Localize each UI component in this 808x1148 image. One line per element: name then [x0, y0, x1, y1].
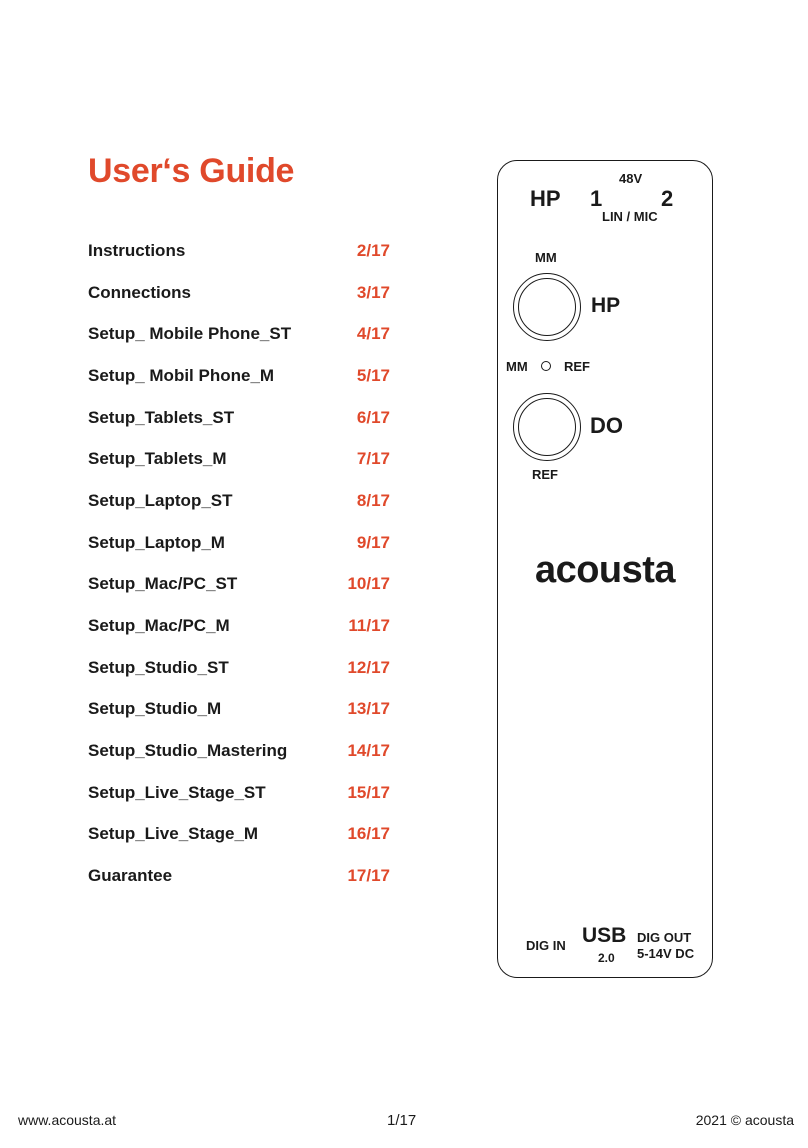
toc-entry[interactable] — [88, 355, 390, 397]
toc-entry-page: 4/17 — [356, 324, 390, 344]
toc-entry-label: Setup_Tablets_ST — [88, 407, 235, 427]
toc-entry[interactable] — [88, 730, 390, 772]
usb-label: USB — [582, 924, 627, 947]
footer-page-number: 1/17 — [387, 1112, 417, 1129]
toc-entry-page: 5/17 — [356, 365, 390, 385]
toc-entry-label: Instructions — [88, 240, 186, 260]
footer-copyright: 2021 © acousta — [695, 1112, 794, 1128]
dig-in-label: DIG IN — [526, 938, 566, 953]
toc-entry[interactable] — [88, 272, 390, 314]
toc-entry-label: Setup_Live_Stage_ST — [88, 782, 266, 802]
toc-entry-label: Setup_ Mobil Phone_M — [88, 365, 275, 385]
toc-entry[interactable] — [88, 480, 390, 522]
toc-entry[interactable] — [88, 647, 390, 689]
toc-entry[interactable] — [88, 313, 390, 355]
toc-entry[interactable] — [88, 855, 390, 897]
usb-version-label: 2.0 — [598, 951, 615, 965]
do-knob-label: DO — [590, 413, 623, 438]
toc-entry[interactable] — [88, 438, 390, 480]
device-front-panel-illustration — [497, 160, 713, 978]
toc-entry-page: 14/17 — [347, 741, 390, 761]
mm-label: MM — [535, 250, 557, 265]
hp-knob-label: HP — [591, 294, 621, 317]
toc-entry-label: Setup_Studio_Mastering — [88, 741, 288, 761]
toc-entry-page: 8/17 — [356, 490, 390, 510]
toc-entry[interactable] — [88, 397, 390, 439]
toc-entry[interactable] — [88, 230, 390, 272]
toc-entry-page: 3/17 — [356, 282, 390, 302]
do-volume-knob — [513, 393, 581, 461]
mode-indicator-led — [541, 361, 551, 371]
dig-out-label: DIG OUT — [637, 930, 692, 945]
footer-website: www.acousta.at — [18, 1112, 117, 1128]
power-label: 5-14V DC — [637, 946, 695, 961]
toc-entry-label: Setup_Mac/PC_ST — [88, 574, 238, 594]
toc-entry-page: 9/17 — [356, 532, 390, 552]
toc-entry-label: Setup_Laptop_ST — [88, 490, 233, 510]
mm-switch-label: MM — [506, 359, 528, 374]
toc-entry[interactable] — [88, 689, 390, 731]
toc-entry-label: Connections — [88, 282, 191, 302]
toc-entry-page: 7/17 — [356, 449, 390, 469]
hp-volume-knob — [513, 273, 581, 341]
hp-output-label: HP — [530, 186, 561, 211]
ref-switch-label: REF — [564, 359, 590, 374]
lin-mic-label: LIN / MIC — [602, 209, 658, 224]
table-of-contents — [88, 230, 390, 897]
toc-entry-label: Guarantee — [88, 866, 173, 886]
toc-entry-page: 6/17 — [356, 407, 390, 427]
toc-entry-label: Setup_Tablets_M — [88, 449, 227, 469]
toc-entry[interactable] — [88, 772, 390, 814]
phantom-power-label: 48V — [619, 171, 643, 186]
toc-entry[interactable] — [88, 814, 390, 856]
toc-entry-page: 16/17 — [347, 824, 390, 844]
toc-entry-page: 2/17 — [356, 240, 390, 260]
toc-entry-label: Setup_Live_Stage_M — [88, 824, 259, 844]
toc-entry-label: Setup_Studio_M — [88, 699, 222, 719]
toc-entry-page: 11/17 — [348, 616, 390, 636]
toc-entry-label: Setup_Studio_ST — [88, 657, 229, 677]
toc-entry-page: 15/17 — [347, 782, 390, 802]
toc-entry-page: 17/17 — [347, 866, 390, 886]
input-2-label: 2 — [661, 186, 674, 211]
toc-entry[interactable] — [88, 522, 390, 564]
toc-entry-page: 13/17 — [347, 699, 390, 719]
input-1-label: 1 — [590, 186, 603, 211]
acousta-logo: acousta — [534, 549, 676, 591]
page-title: User‘s Guide — [88, 152, 295, 190]
toc-entry-page: 12/17 — [347, 657, 390, 677]
toc-entry-label: Setup_Mac/PC_M — [88, 616, 230, 636]
toc-entry-page: 10/17 — [347, 574, 390, 594]
toc-entry-label: Setup_Laptop_M — [88, 532, 225, 552]
toc-entry[interactable] — [88, 605, 390, 647]
toc-entry-label: Setup_ Mobile Phone_ST — [88, 324, 292, 344]
ref-label: REF — [532, 467, 558, 482]
toc-entry[interactable] — [88, 564, 390, 606]
